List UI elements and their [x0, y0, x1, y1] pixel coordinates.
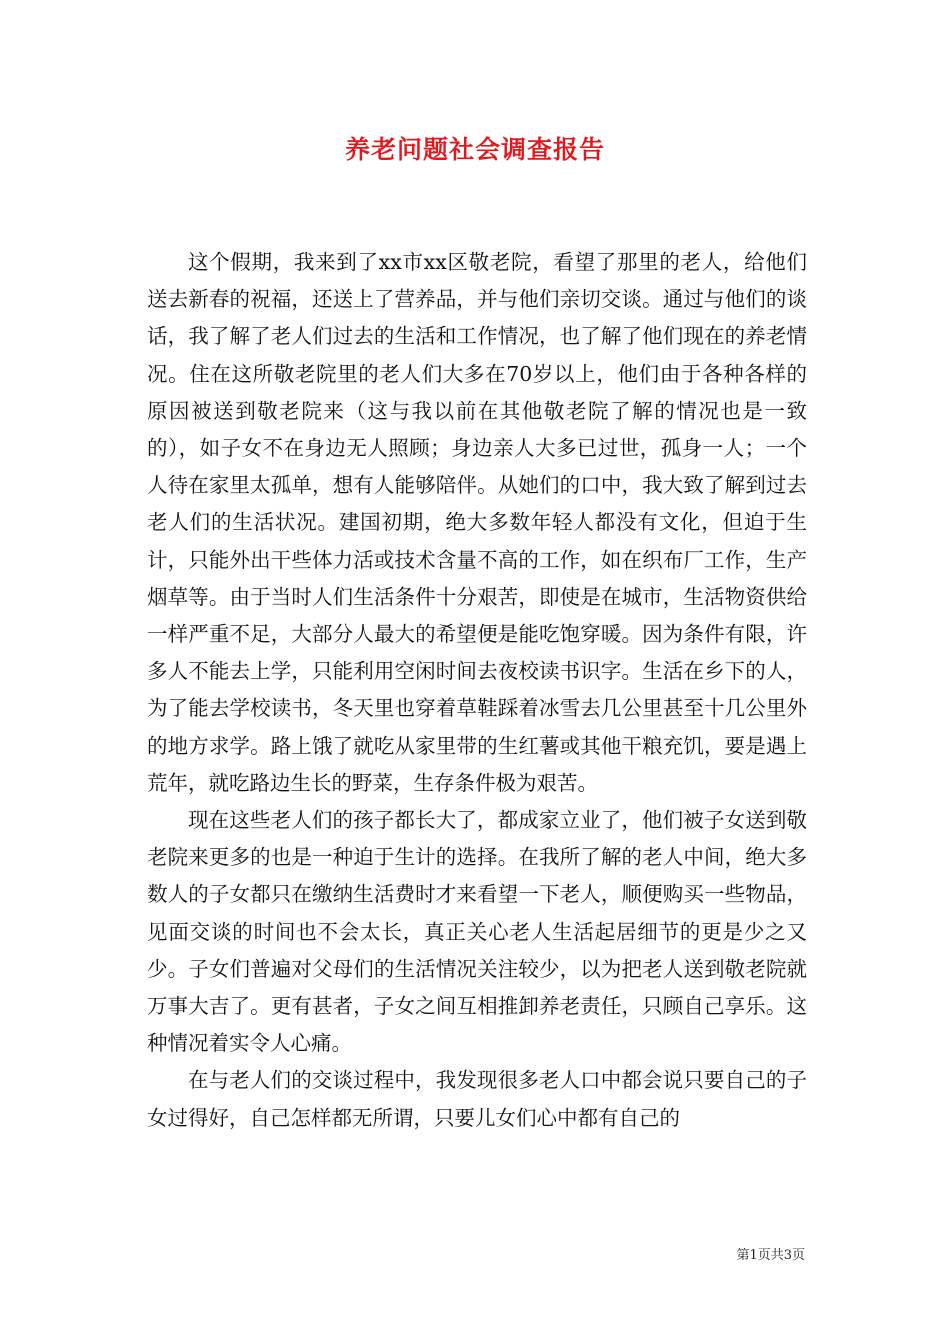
- document-title: 养老问题社会调查报告: [344, 135, 605, 164]
- paragraph-3: 在与老人们的交谈过程中，我发现很多老人口中都会说只要自己的子女过得好，自己怎样都无所谓，只要儿女们心中都有自己的: [147, 1068, 807, 1130]
- document-body: [147, 244, 807, 1137]
- paragraph-1: 这个假期，我来到了xx市xx区敬老院，看望了那里的老人，给他们送去新春的祝福，还送上了营养品，并与他们亲切交谈。通过与他们的谈话，我了解了老人们过去的生活和工作情况，也了解了他们现在的养老情况。住在这所敬老院里的老人们大多在70岁以上，他们由于各种各样的原因被送到敬老院来（这与我以前在其他敬老院了解的情况也是一致的），如子女不在身边无人照顾；身边亲人大多已过世，孤身一人；一个人待在家里太孤单，想有人能够陪伴。从她们的口中，我大致了解到过去老人们的生活状况。建国初期，绝大多数年轻人都没有文化，但迫于生计，只能外出干些体力活或技术含量不高的工作，如在织布厂工作，生产烟草等。由于当时人们生活条件十分艰苦，即使是在城市，生活物资供给一样严重不足，大部分人最大的希望便是能吃饱穿暖。因为条件有限，许多人不能去上学，只能利用空闲时间去夜校读书识字。生活在乡下的人，为了能去学校读书，冬天里也穿着草鞋踩着冰雪去几公里甚至十几公里外的地方求学。路上饿了就吃从家里带的生红薯或其他干粮充饥，要是遇上荒年，就吃路边生长的野菜，生存条件极为艰苦。: [147, 250, 807, 795]
- paragraph-2: 现在这些老人们的孩子都长大了，都成家立业了，他们被子女送到敬老院来更多的也是一种迫于生计的选择。在我所了解的老人中间，绝大多数人的子女都只在缴纳生活费时才来看望一下老人，顺便购买一些物品，见面交谈的时间也不会太长，真正关心老人生活起居细节的更是少之又少。子女们普遍对父母们的生活情况关注较少，以为把老人送到敬老院就万事大吉了。更有甚者，子女之间互相推卸养老责任，只顾自己享乐。这种情况着实令人心痛。: [147, 808, 807, 1056]
- page-number: 第1页共3页: [736, 1248, 805, 1263]
